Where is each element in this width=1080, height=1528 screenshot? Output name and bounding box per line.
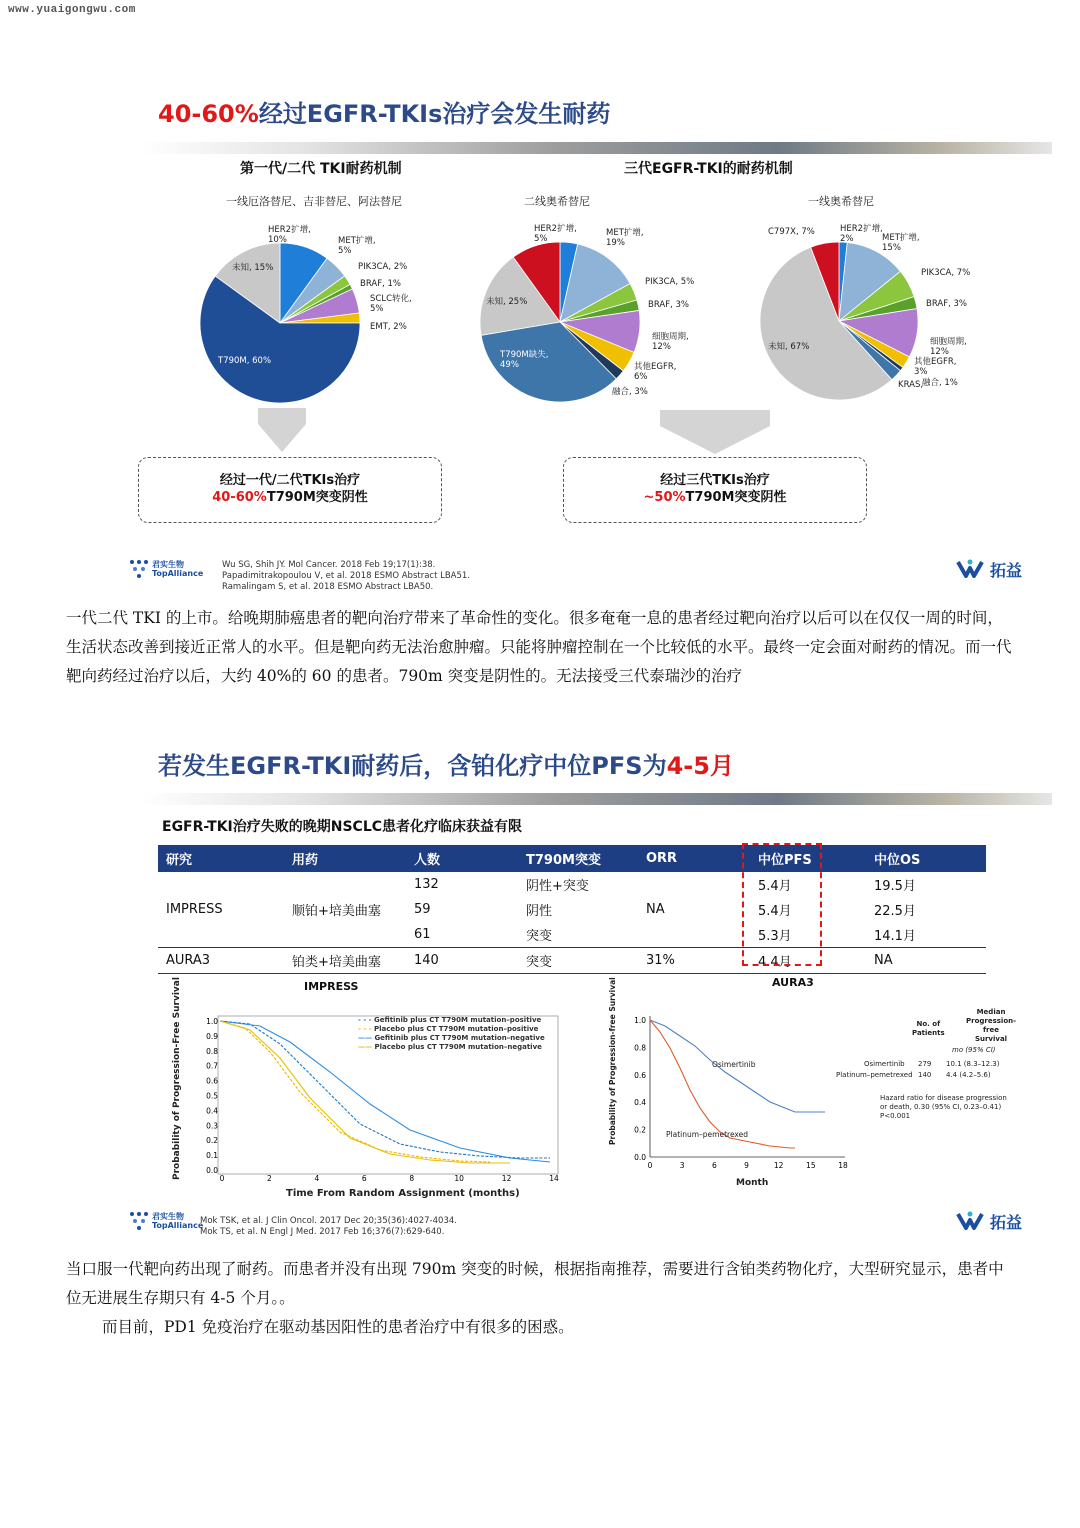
km2-hazard-ratio: Hazard ratio for disease progression or death, 0.30 (95% CI, 0.23–0.41) P<0.001 <box>880 1094 1007 1120</box>
km2-xlabel: Month <box>736 1178 769 1188</box>
pfs-cell: 5.3月 <box>758 929 792 944</box>
pie-chart-1st-2nd-gen <box>195 238 365 408</box>
pie2-label-t790m-loss: T790M缺失, 49% <box>500 350 549 370</box>
km1-xtick: 10 <box>454 1174 464 1183</box>
pie3-label-c797x: C797X, 7% <box>768 227 815 237</box>
km2-ytick: 0.6 <box>634 1070 646 1080</box>
t790m-cell: 突变 <box>518 948 638 974</box>
km1-ytick: 0.5 <box>206 1091 218 1101</box>
km2-row-platinum: Platinum–pemetrexed <box>836 1071 913 1079</box>
pie-chart-2nd-line-osimertinib <box>478 240 642 404</box>
tuoyi-logo-icon <box>956 1210 986 1232</box>
pie1-label-her2: HER2扩增, 10% <box>268 225 311 245</box>
col-header: 中位PFS <box>750 845 866 872</box>
km1-title: IMPRESS <box>304 980 359 993</box>
slide2-references: Mok TSK, et al. J Clin Oncol. 2017 Dec 20;35(36):4027-4034. Mok TS, et al. N Engl J Med. 2017 Feb 16;376(7):629-640. <box>200 1216 457 1237</box>
slide1-title-highlight: 40-60% <box>158 100 259 128</box>
km2-title: AURA3 <box>772 976 814 989</box>
n-cell: 59 <box>414 902 431 917</box>
orr-cell: NA <box>646 902 665 917</box>
callout-1st-2nd-gen <box>138 457 442 523</box>
km2-ytick: 0.4 <box>634 1098 646 1108</box>
pie3-label-pik3ca: PIK3CA, 7% <box>921 268 971 278</box>
right-subheading-2nd-line: 二线奥希替尼 <box>524 195 590 208</box>
legend-item: —— Placebo plus CT T790M mutation–negative <box>358 1043 542 1051</box>
km2-xtick: 15 <box>806 1161 816 1170</box>
col-header: 研究 <box>158 845 284 872</box>
km2-ylabel: Probability of Progression-free Survival <box>608 977 617 1145</box>
topalliance-logo: 君实生物 TopAlliance <box>128 1208 198 1236</box>
km2-xtick: 9 <box>744 1161 749 1170</box>
km1-xlabel: Time From Random Assignment (months) <box>286 1188 520 1199</box>
km1-ytick: 1.0 <box>206 1017 218 1026</box>
km1-xtick: 4 <box>314 1174 320 1183</box>
t790m-cell: 突变 <box>526 929 553 944</box>
callout-line1: 经过一代/二代TKIs治疗 <box>219 473 361 488</box>
km1-xtick: 14 <box>549 1174 559 1183</box>
legend-item: —— Gefitinib plus CT T790M mutation–negative <box>358 1034 545 1042</box>
km1-xtick: 2 <box>267 1174 272 1183</box>
tuoyi-logo-icon <box>956 558 986 580</box>
topalliance-logo: 君实生物 TopAlliance <box>128 556 198 584</box>
pfs-cell: 5.4月 <box>758 904 792 919</box>
pie1-label-met: MET扩增, 5% <box>338 236 376 256</box>
pie2-label-met: MET扩增, 19% <box>606 228 644 248</box>
slide1-title-rest: 经过EGFR-TKIs治疗会发生耐药 <box>258 100 611 128</box>
pie1-label-t790m: T790M, 60% <box>218 356 272 366</box>
km2-label-platinum: Platinum–pemetrexed <box>666 1130 749 1139</box>
km2-ytick: 1.0 <box>634 1016 646 1025</box>
km2-col-median: Median Progression-free Survival <box>966 1008 1017 1043</box>
os-cell: NA <box>866 948 986 974</box>
table-row <box>158 872 986 897</box>
left-heading: 第一代/二代 TKI耐药机制 <box>240 161 402 177</box>
paragraph-1: 一代二代 TKI 的上市。给晚期肺癌患者的靶向治疗带来了革命性的变化。很多奄奄一息的患者经过靶向治疗以后可以在仅仅一周的时间，生活状态改善到接近正常人的水平。但是靶向药无法治愈肿瘤。只能将肿瘤控制在一个比较低的水平。最终一定会面对耐药的情况。而一代靶向药经过治疗以后，大约 40%的 60 的患者。790m 突变是阴性的。无法接受三代泰瑞沙的治疗 <box>66 609 1012 685</box>
km2-ytick: 0.0 <box>634 1153 646 1162</box>
km1-legend <box>358 1016 545 1052</box>
pie2-label-cycle: 细胞周期, 12% <box>652 332 689 352</box>
orr-cell: 31% <box>638 948 750 974</box>
col-header: T790M突变 <box>518 845 638 872</box>
slide2-title-highlight: 4-5月 <box>666 752 734 780</box>
callout-line1: 经过三代TKIs治疗 <box>660 473 770 488</box>
drug-cell: 顺铂+培美曲塞 <box>292 904 381 919</box>
km2-col-patients: No. of Patients <box>912 1020 945 1037</box>
topalliance-logo-icon <box>128 558 150 580</box>
pie1-label-unknown: 未知, 15% <box>232 263 274 273</box>
paragraph-3: 而目前，PD1 免疫治疗在驱动基因阳性的患者治疗中有很多的困惑。 <box>102 1318 574 1336</box>
legend-item: - - - Gefitinib plus CT T790M mutation–positive <box>358 1016 542 1024</box>
pie1-label-emt: EMT, 2% <box>370 322 407 332</box>
legend-item: - - - Placebo plus CT T790M mutation–positive <box>358 1025 539 1033</box>
km1-ytick: 0.2 <box>206 1136 218 1146</box>
study-cell: IMPRESS <box>166 902 223 917</box>
col-header: 用药 <box>284 845 406 872</box>
chemo-benefit-table <box>158 845 986 974</box>
pie3-label-kras: KRAS, <box>898 380 924 390</box>
km2-row-osimertinib: Osimertinib <box>864 1060 905 1068</box>
km2-label-osimertinib: Osimertinib <box>712 1060 756 1069</box>
pie2-label-pik3ca: PIK3CA, 5% <box>645 277 695 287</box>
paragraph-2: 当口服一代靶向药出现了耐药。而患者并没有出现 790m 突变的时候，根据指南推荐，需要进行含铂类药物化疗，大型研究显示，患者中位无进展生存期只有 4-5 个月。。 <box>66 1260 1004 1307</box>
os-cell: 22.5月 <box>874 904 916 919</box>
table-header-row <box>158 845 986 872</box>
callout-line2: ~50%T790M突变阴性 <box>643 490 787 505</box>
km1-ytick: 0.1 <box>206 1151 218 1161</box>
n-cell: 132 <box>414 877 439 892</box>
km2-ytick: 0.8 <box>634 1043 646 1053</box>
slide2-title-rest: 若发生EGFR-TKI耐药后，含铂化疗中位PFS为 <box>158 752 667 780</box>
os-cell: 14.1月 <box>874 929 916 944</box>
km2-curve-platinum <box>650 1020 795 1148</box>
pie2-label-fusion: 融合, 3% <box>612 387 648 397</box>
os-cell: 19.5月 <box>874 879 916 894</box>
pie3-label-cycle: 细胞周期, 12% <box>930 337 967 357</box>
pie2-label-other-egfr: 其他EGFR, 6% <box>634 362 677 382</box>
pie3-label-fusion: 融合, 1% <box>922 378 958 388</box>
km2-row-platinum-n: 140 <box>918 1071 932 1079</box>
decorative-band <box>140 142 1052 154</box>
km2-xtick: 18 <box>838 1161 848 1170</box>
km1-xtick: 12 <box>501 1174 512 1183</box>
km1-ylabel: Probability of Progression-Free Survival <box>172 977 182 1180</box>
pfs-highlight-box <box>742 843 822 966</box>
km2-row-platinum-value: 4.4 (4.2–5.6) <box>946 1071 991 1079</box>
km1-xtick: 8 <box>409 1174 415 1183</box>
table-row <box>158 948 986 974</box>
pie1-label-sclc: SCLC转化, 5% <box>370 294 412 314</box>
pie3-label-other-egfr: 其他EGFR, 3% <box>914 357 957 377</box>
km2-plot <box>630 1012 850 1177</box>
km2-row-osimertinib-n: 279 <box>918 1060 932 1068</box>
col-header: 人数 <box>406 845 518 872</box>
table-title: EGFR-TKI治疗失败的晚期NSCLC患者化疗临床获益有限 <box>162 819 523 835</box>
km1-xtick: 0 <box>219 1174 225 1183</box>
km1-ytick: 0.4 <box>206 1106 218 1116</box>
col-header: ORR <box>638 845 750 872</box>
km2-xtick: 6 <box>711 1161 717 1170</box>
left-subheading: 一线厄洛替尼、吉非替尼、阿法替尼 <box>226 195 402 208</box>
pie2-label-braf: BRAF, 3% <box>648 300 689 310</box>
km1-ytick: 0.0 <box>206 1166 218 1175</box>
pie1-label-pik3ca: PIK3CA, 2% <box>358 262 408 272</box>
km2-row-osimertinib-value: 10.1 (8.3–12.3) <box>946 1060 1000 1068</box>
t790m-cell: 阴性 <box>526 904 553 919</box>
km1-ytick: 0.7 <box>206 1061 218 1071</box>
pie3-label-unknown: 未知, 67% <box>768 342 810 352</box>
km2-xtick: 12 <box>773 1161 784 1170</box>
tuoyi-logo: 拓益 <box>956 558 1026 582</box>
km1-ytick: 0.6 <box>206 1076 218 1086</box>
slide1-title <box>158 94 610 129</box>
km1-ytick: 0.9 <box>206 1031 218 1041</box>
pie3-label-met: MET扩增, 15% <box>882 233 920 253</box>
km2-col-unit: mo (95% CI) <box>952 1046 996 1054</box>
right-subheading-1st-line: 一线奥希替尼 <box>808 195 874 208</box>
pie1-label-braf: BRAF, 1% <box>360 279 401 289</box>
km1-ytick: 0.8 <box>206 1046 218 1056</box>
km1-ytick: 0.3 <box>206 1121 218 1131</box>
decorative-band <box>140 793 1052 805</box>
pie-chart-1st-line-osimertinib <box>758 240 920 402</box>
pfs-cell: 4.4月 <box>750 948 866 974</box>
watermark: www.yuaigongwu.com <box>8 4 136 16</box>
km1-xtick: 6 <box>361 1174 367 1183</box>
callout-3rd-gen <box>563 457 867 523</box>
slide2-title <box>158 746 734 781</box>
pfs-cell: 5.4月 <box>758 879 792 894</box>
km2-ytick: 0.2 <box>634 1125 646 1135</box>
n-cell: 140 <box>406 948 518 974</box>
down-arrow-icon <box>660 410 770 454</box>
down-arrow-icon <box>258 408 306 452</box>
pie3-label-her2: HER2扩增, 2% <box>840 224 883 244</box>
pie2-label-unknown: 未知, 25% <box>486 297 528 307</box>
n-cell: 61 <box>414 927 431 942</box>
slide1-references: Wu SG, Shih JY. Mol Cancer. 2018 Feb 19;17(1):38. Papadimitrakopoulou V, et al. 2018 ESMO Abstract LBA51. Ramalingam S, et al. 2018 ESMO Abstract LBA50. <box>222 560 471 592</box>
drug-cell: 铂类+培美曲塞 <box>284 948 406 974</box>
km2-xtick: 3 <box>679 1161 685 1170</box>
col-header: 中位OS <box>866 845 986 872</box>
pie3-label-braf: BRAF, 3% <box>926 299 967 309</box>
topalliance-logo-icon <box>128 1210 150 1232</box>
study-cell: AURA3 <box>158 948 284 974</box>
t790m-cell: 阴性+突变 <box>526 879 589 894</box>
right-heading: 三代EGFR-TKI的耐药机制 <box>624 161 793 177</box>
pie2-label-her2: HER2扩增, 5% <box>534 224 577 244</box>
tuoyi-logo: 拓益 <box>956 1210 1026 1234</box>
callout-line2: 40-60%T790M突变阴性 <box>212 490 368 505</box>
km2-xtick: 0 <box>647 1161 653 1170</box>
